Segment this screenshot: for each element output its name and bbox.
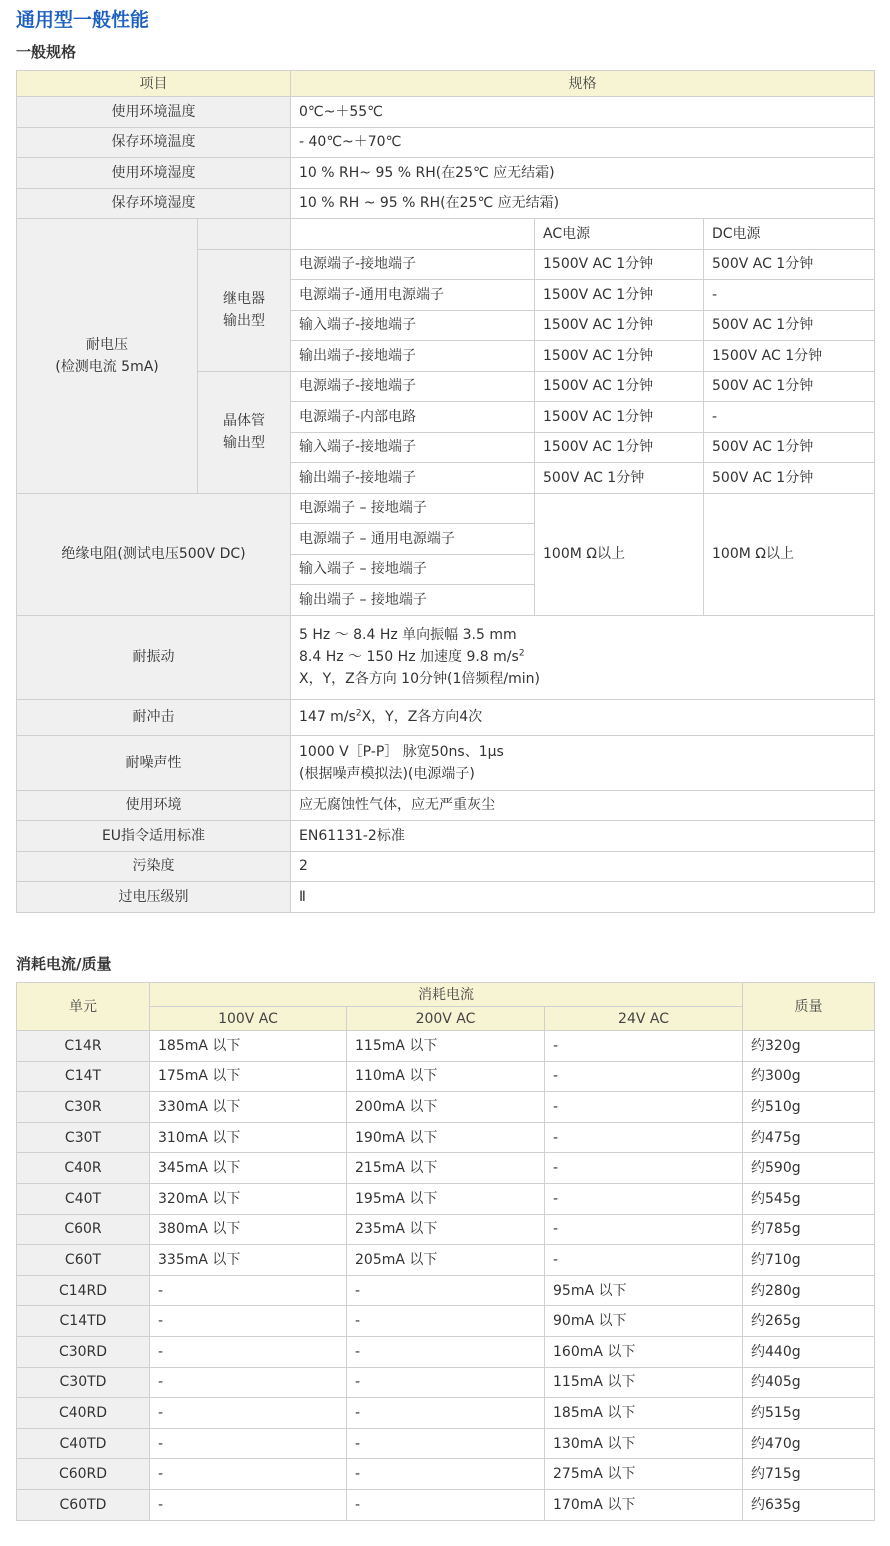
ac100-cell: - <box>150 1459 347 1490</box>
vibration-label: 耐振动 <box>17 615 291 699</box>
unit-cell: C40RD <box>17 1398 150 1429</box>
ac100-cell: 185mA 以下 <box>150 1031 347 1062</box>
relay-label-line2: 输出型 <box>223 313 265 329</box>
unit-cell: C40TD <box>17 1428 150 1459</box>
terminal-cell: 输出端子 – 接地端子 <box>291 585 535 616</box>
unit-cell: C60TD <box>17 1489 150 1520</box>
unit-cell: C40R <box>17 1153 150 1184</box>
current-mass-table <box>16 982 875 1521</box>
table-header-row <box>17 71 875 97</box>
ac24-cell: 275mA 以下 <box>545 1459 743 1490</box>
ac-cell: 500V AC 1分钟 <box>535 463 704 494</box>
ac200-cell: 215mA 以下 <box>347 1153 545 1184</box>
dc-cell: 500V AC 1分钟 <box>704 432 875 463</box>
mass-cell: 约545g <box>743 1183 875 1214</box>
ac200-cell: - <box>347 1367 545 1398</box>
unit-cell: C30R <box>17 1092 150 1123</box>
table-row <box>17 882 875 913</box>
terminal-cell: 电源端子-通用电源端子 <box>291 280 535 311</box>
ac24-cell: 185mA 以下 <box>545 1398 743 1429</box>
mass-cell: 约590g <box>743 1153 875 1184</box>
ac100-cell: 345mA 以下 <box>150 1153 347 1184</box>
table-row <box>17 1122 875 1153</box>
row-label: EU指令适用标准 <box>17 821 291 852</box>
table-row <box>17 851 875 882</box>
ac24-cell: 160mA 以下 <box>545 1336 743 1367</box>
ac100-cell: 310mA 以下 <box>150 1122 347 1153</box>
table-row <box>17 188 875 219</box>
ac100-cell: - <box>150 1306 347 1337</box>
table-row <box>17 1092 875 1123</box>
dc-cell: - <box>704 402 875 433</box>
dc-cell: 500V AC 1分钟 <box>704 310 875 341</box>
ac24-cell: - <box>545 1183 743 1214</box>
ac200-cell: - <box>347 1336 545 1367</box>
vibration-line2-text: 8.4 Hz ～ 150 Hz 加速度 9.8 m/s <box>299 649 519 665</box>
mass-cell: 约510g <box>743 1092 875 1123</box>
col-dc-power: DC电源 <box>704 219 875 250</box>
header-unit: 单元 <box>17 983 150 1031</box>
ac200-cell: - <box>347 1459 545 1490</box>
ac24-cell: - <box>545 1122 743 1153</box>
table-row <box>17 1275 875 1306</box>
insulation-ac: 100M Ω以上 <box>535 493 704 615</box>
terminal-cell: 电源端子-内部电路 <box>291 402 535 433</box>
ac24-cell: - <box>545 1214 743 1245</box>
mass-cell: 约715g <box>743 1459 875 1490</box>
ac200-cell: - <box>347 1398 545 1429</box>
header-spec: 规格 <box>291 71 875 97</box>
ac100-cell: - <box>150 1367 347 1398</box>
row-label: 保存环境温度 <box>17 127 291 158</box>
ac100-cell: - <box>150 1398 347 1429</box>
ac24-cell: 90mA 以下 <box>545 1306 743 1337</box>
relay-output-label <box>198 249 291 371</box>
table-row <box>17 158 875 189</box>
shock-text-after: X，Y，Z各方向4次 <box>361 709 483 725</box>
table-row <box>17 1214 875 1245</box>
table-row <box>17 97 875 128</box>
header-24v-ac: 24V AC <box>545 1007 743 1031</box>
table-row <box>17 1306 875 1337</box>
unit-cell: C30T <box>17 1122 150 1153</box>
row-value: 10 % RH~ 95 % RH(在25℃ 应无结霜) <box>291 158 875 189</box>
ac100-cell: - <box>150 1489 347 1520</box>
mass-cell: 约320g <box>743 1031 875 1062</box>
mass-cell: 约405g <box>743 1367 875 1398</box>
transistor-label-line1: 晶体管 <box>223 413 265 429</box>
ac200-cell: 115mA 以下 <box>347 1031 545 1062</box>
noise-value <box>291 735 875 790</box>
table-row <box>17 1398 875 1429</box>
unit-cell: C14RD <box>17 1275 150 1306</box>
dc-cell: 500V AC 1分钟 <box>704 371 875 402</box>
terminal-cell: 输出端子-接地端子 <box>291 463 535 494</box>
terminal-cell: 电源端子-接地端子 <box>291 249 535 280</box>
withstand-label-line1: 耐电压 <box>86 336 128 353</box>
mass-cell: 约265g <box>743 1306 875 1337</box>
unit-cell: C14T <box>17 1061 150 1092</box>
empty-cell <box>198 219 291 250</box>
ac24-cell: 130mA 以下 <box>545 1428 743 1459</box>
mass-cell: 约280g <box>743 1275 875 1306</box>
header-200v-ac: 200V AC <box>347 1007 545 1031</box>
header-item: 项目 <box>17 71 291 97</box>
relay-label-line1: 继电器 <box>223 291 265 307</box>
vibration-line3: X，Y，Z各方向 10分钟(1倍频程/min) <box>299 671 540 687</box>
ac-cell: 1500V AC 1分钟 <box>535 310 704 341</box>
dc-cell: 500V AC 1分钟 <box>704 463 875 494</box>
dc-cell: 500V AC 1分钟 <box>704 249 875 280</box>
dc-cell: 1500V AC 1分钟 <box>704 341 875 372</box>
noise-line2: (根据噪声模拟法)(电源端子) <box>299 765 475 782</box>
ac-cell: 1500V AC 1分钟 <box>535 432 704 463</box>
table-row <box>17 821 875 852</box>
ac200-cell: - <box>347 1489 545 1520</box>
mass-cell: 约300g <box>743 1061 875 1092</box>
ac-cell: 1500V AC 1分钟 <box>535 402 704 433</box>
unit-cell: C14R <box>17 1031 150 1062</box>
row-label: 污染度 <box>17 851 291 882</box>
ac200-cell: 205mA 以下 <box>347 1245 545 1276</box>
vibration-line2-sup: 2 <box>518 648 525 659</box>
row-value: Ⅱ <box>291 882 875 913</box>
terminal-cell: 电源端子-接地端子 <box>291 371 535 402</box>
ac200-cell: 190mA 以下 <box>347 1122 545 1153</box>
mass-cell: 约785g <box>743 1214 875 1245</box>
table-row <box>17 1336 875 1367</box>
vibration-value <box>291 615 875 699</box>
ac100-cell: - <box>150 1275 347 1306</box>
transistor-label-line2: 输出型 <box>223 435 265 451</box>
row-label: 使用环境 <box>17 790 291 821</box>
withstand-header-row <box>17 219 875 250</box>
table-row <box>17 1428 875 1459</box>
table-row <box>17 1061 875 1092</box>
ac-cell: 1500V AC 1分钟 <box>535 249 704 280</box>
row-label: 使用环境温度 <box>17 97 291 128</box>
row-label: 使用环境湿度 <box>17 158 291 189</box>
ac100-cell: 335mA 以下 <box>150 1245 347 1276</box>
row-value: 2 <box>291 851 875 882</box>
shock-sup: 2 <box>355 708 362 719</box>
terminal-cell: 输出端子-接地端子 <box>291 341 535 372</box>
row-value: 0℃~＋55℃ <box>291 97 875 128</box>
section-title-general-spec: 一般规格 <box>16 43 77 61</box>
table-row <box>17 1489 875 1520</box>
vibration-row <box>17 615 875 699</box>
ac200-cell: - <box>347 1275 545 1306</box>
table-row <box>17 127 875 158</box>
table-row <box>17 493 875 524</box>
ac24-cell: - <box>545 1153 743 1184</box>
mass-cell: 约470g <box>743 1428 875 1459</box>
ac100-cell: 175mA 以下 <box>150 1061 347 1092</box>
mass-cell: 约515g <box>743 1398 875 1429</box>
unit-cell: C60T <box>17 1245 150 1276</box>
unit-cell: C30RD <box>17 1336 150 1367</box>
empty-cell <box>291 219 535 250</box>
terminal-cell: 输入端子 – 接地端子 <box>291 554 535 585</box>
table-row <box>17 1245 875 1276</box>
table-row <box>17 1367 875 1398</box>
row-value: 10 % RH ~ 95 % RH(在25℃ 应无结霜) <box>291 188 875 219</box>
ac24-cell: - <box>545 1061 743 1092</box>
row-value: - 40℃~＋70℃ <box>291 127 875 158</box>
dc-cell: - <box>704 280 875 311</box>
current-mass-rows <box>17 1031 875 1521</box>
unit-cell: C30TD <box>17 1367 150 1398</box>
ac200-cell: - <box>347 1306 545 1337</box>
ac-cell: 1500V AC 1分钟 <box>535 280 704 311</box>
shock-row <box>17 699 875 735</box>
ac24-cell: 170mA 以下 <box>545 1489 743 1520</box>
mass-cell: 约635g <box>743 1489 875 1520</box>
unit-cell: C60RD <box>17 1459 150 1490</box>
ac200-cell: 200mA 以下 <box>347 1092 545 1123</box>
general-spec-table <box>16 70 875 913</box>
table-row <box>17 1183 875 1214</box>
unit-cell: C40T <box>17 1183 150 1214</box>
ac100-cell: 330mA 以下 <box>150 1092 347 1123</box>
table-row <box>17 1459 875 1490</box>
mass-cell: 约440g <box>743 1336 875 1367</box>
ac100-cell: - <box>150 1336 347 1367</box>
table-row <box>17 1153 875 1184</box>
noise-label: 耐噪声性 <box>17 735 291 790</box>
section-title-current-mass: 消耗电流/质量 <box>16 955 112 973</box>
header-current: 消耗电流 <box>150 983 743 1007</box>
ac200-cell: 235mA 以下 <box>347 1214 545 1245</box>
table-row <box>17 790 875 821</box>
page-title: 通用型一般性能 <box>16 9 150 31</box>
vibration-line1: 5 Hz ～ 8.4 Hz 单向振幅 3.5 mm <box>299 627 517 643</box>
shock-label: 耐冲击 <box>17 699 291 735</box>
ac24-cell: - <box>545 1245 743 1276</box>
ac-cell: 1500V AC 1分钟 <box>535 341 704 372</box>
mass-cell: 约710g <box>743 1245 875 1276</box>
col-ac-power: AC电源 <box>535 219 704 250</box>
ac100-cell: - <box>150 1428 347 1459</box>
ac-cell: 1500V AC 1分钟 <box>535 371 704 402</box>
row-label: 过电压级别 <box>17 882 291 913</box>
insulation-dc: 100M Ω以上 <box>704 493 875 615</box>
noise-row <box>17 735 875 790</box>
withstand-label <box>17 219 198 494</box>
ac100-cell: 380mA 以下 <box>150 1214 347 1245</box>
terminal-cell: 电源端子 – 接地端子 <box>291 493 535 524</box>
terminal-cell: 电源端子 – 通用电源端子 <box>291 524 535 555</box>
shock-value <box>291 699 875 735</box>
mass-cell: 约475g <box>743 1122 875 1153</box>
ac100-cell: 320mA 以下 <box>150 1183 347 1214</box>
table-row <box>17 1031 875 1062</box>
noise-line1: 1000 V［P-P］ 脉宽50ns、1μs <box>299 743 504 760</box>
ac200-cell: 195mA 以下 <box>347 1183 545 1214</box>
vibration-line2 <box>299 646 866 668</box>
row-value: 应无腐蚀性气体，应无严重灰尘 <box>291 790 875 821</box>
row-value: EN61131-2标准 <box>291 821 875 852</box>
unit-cell: C14TD <box>17 1306 150 1337</box>
withstand-label-line2: (检测电流 5mA) <box>55 358 159 375</box>
row-label: 保存环境湿度 <box>17 188 291 219</box>
ac200-cell: - <box>347 1428 545 1459</box>
header-100v-ac: 100V AC <box>150 1007 347 1031</box>
unit-cell: C60R <box>17 1214 150 1245</box>
table-header-row <box>17 983 875 1007</box>
ac24-cell: - <box>545 1031 743 1062</box>
ac24-cell: - <box>545 1092 743 1123</box>
transistor-output-label <box>198 371 291 493</box>
shock-text-before: 147 m/s <box>299 709 356 725</box>
ac24-cell: 115mA 以下 <box>545 1367 743 1398</box>
terminal-cell: 输入端子-接地端子 <box>291 310 535 341</box>
ac200-cell: 110mA 以下 <box>347 1061 545 1092</box>
ac24-cell: 95mA 以下 <box>545 1275 743 1306</box>
insulation-label: 绝缘电阻(测试电压500V DC) <box>17 493 291 615</box>
terminal-cell: 输入端子-接地端子 <box>291 432 535 463</box>
header-mass: 质量 <box>743 983 875 1031</box>
